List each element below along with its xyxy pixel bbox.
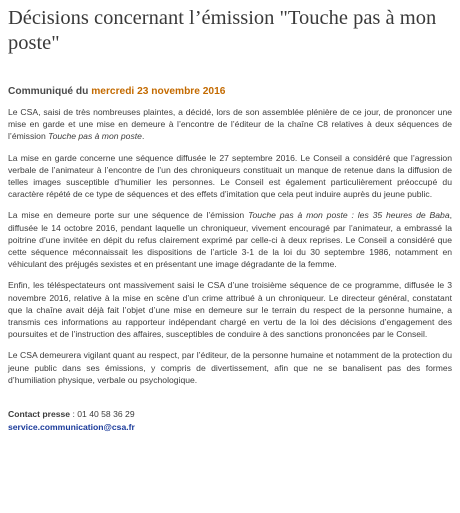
contact-email-link[interactable]: service.communication@csa.fr <box>8 421 135 432</box>
contact-label: Contact presse <box>8 409 71 420</box>
page-title: Décisions concernant l’émission "Touche pas à mon poste" <box>8 7 437 54</box>
episode-title-italic: Touche pas à mon poste : les 35 heures de Baba <box>248 210 450 221</box>
paragraph-5: Le CSA demeurera vigilant quant au respect, par l’éditeur, de la personne humaine et notamment de la protection du jeune public dans ses émissions, y compris de divertissement, afin que ne se banalisent pas des formes d’humiliation physique, verbale ou psychologique. <box>8 350 452 385</box>
communique-date: mercredi 23 novembre 2016 <box>91 86 226 97</box>
contact-email-line <box>8 421 452 434</box>
communique-line <box>8 86 452 97</box>
paragraph-3-text: La mise en demeure porte sur une séquence de l’émission <box>8 210 249 221</box>
paragraph-3-rest: , diffusée le 14 octobre 2016, pendant laquelle un chroniqueur, vivement encouragé par l’animateur, a embrassé la poitrine d’une invitée en dépit du refus clairement exprimé par celle-ci à deux reprises. Le Conseil a considéré que cette séquence méconnaissait les dispositions de l’article 3-1 de la loi du 30 septembre 1986, notamment en véhiculant des préjugés sexistes et en présentant une image dégradante de la femme. <box>8 210 452 270</box>
paragraph-2: La mise en garde concerne une séquence diffusée le 27 septembre 2016. Le Conseil a considéré que l’agression verbale de l’animateur à l’encontre de l’un des chroniqueurs constituait un manque de retenue dans la diffusion de telles images susceptible d’humilier les personnes. Le Conseil est également particulièrement préoccupé du caractère répété de ce type de séquences et des effets d’imitation que cela peut induire auprès du jeune public. <box>8 152 452 200</box>
paragraph-1 <box>8 106 452 143</box>
contact-line <box>8 408 452 421</box>
paragraph-4: Enfin, les téléspectateurs ont massivement saisi le CSA d’une troisième séquence de ce programme, diffusée le 3 novembre 2016, relative à la mise en scène d’un crime attribué à un chroniqueur. Le directeur général, constatant que la chaîne avait déjà fait l’objet d’une mise en demeure sur le terrain du respect de la personne humaine, a transmis ces informations au rapporteur indépendant chargé en vertu de la loi des décisions d’engagement des poursuites et de l’instruction des affaires, susceptibles de conduire à des sanctions prononcées par le Conseil. <box>8 280 452 340</box>
show-title-italic: Touche pas à mon poste <box>48 131 142 142</box>
paragraph-1-text: Le CSA, saisi de très nombreuses plaintes, a décidé, lors de son assemblée plénière de ce jour, de prononcer une mise en garde et une mise en demeure à l’encontre de l’éditeur de la chaîne C8 relatives à deux séquences de l’émission <box>8 107 452 142</box>
contact-phone: : 01 40 58 36 29 <box>70 409 135 420</box>
press-contact <box>8 408 452 433</box>
paragraph-1-end: . <box>141 131 145 142</box>
communique-label: Communiqué du <box>8 86 89 97</box>
paragraph-3 <box>8 209 452 270</box>
